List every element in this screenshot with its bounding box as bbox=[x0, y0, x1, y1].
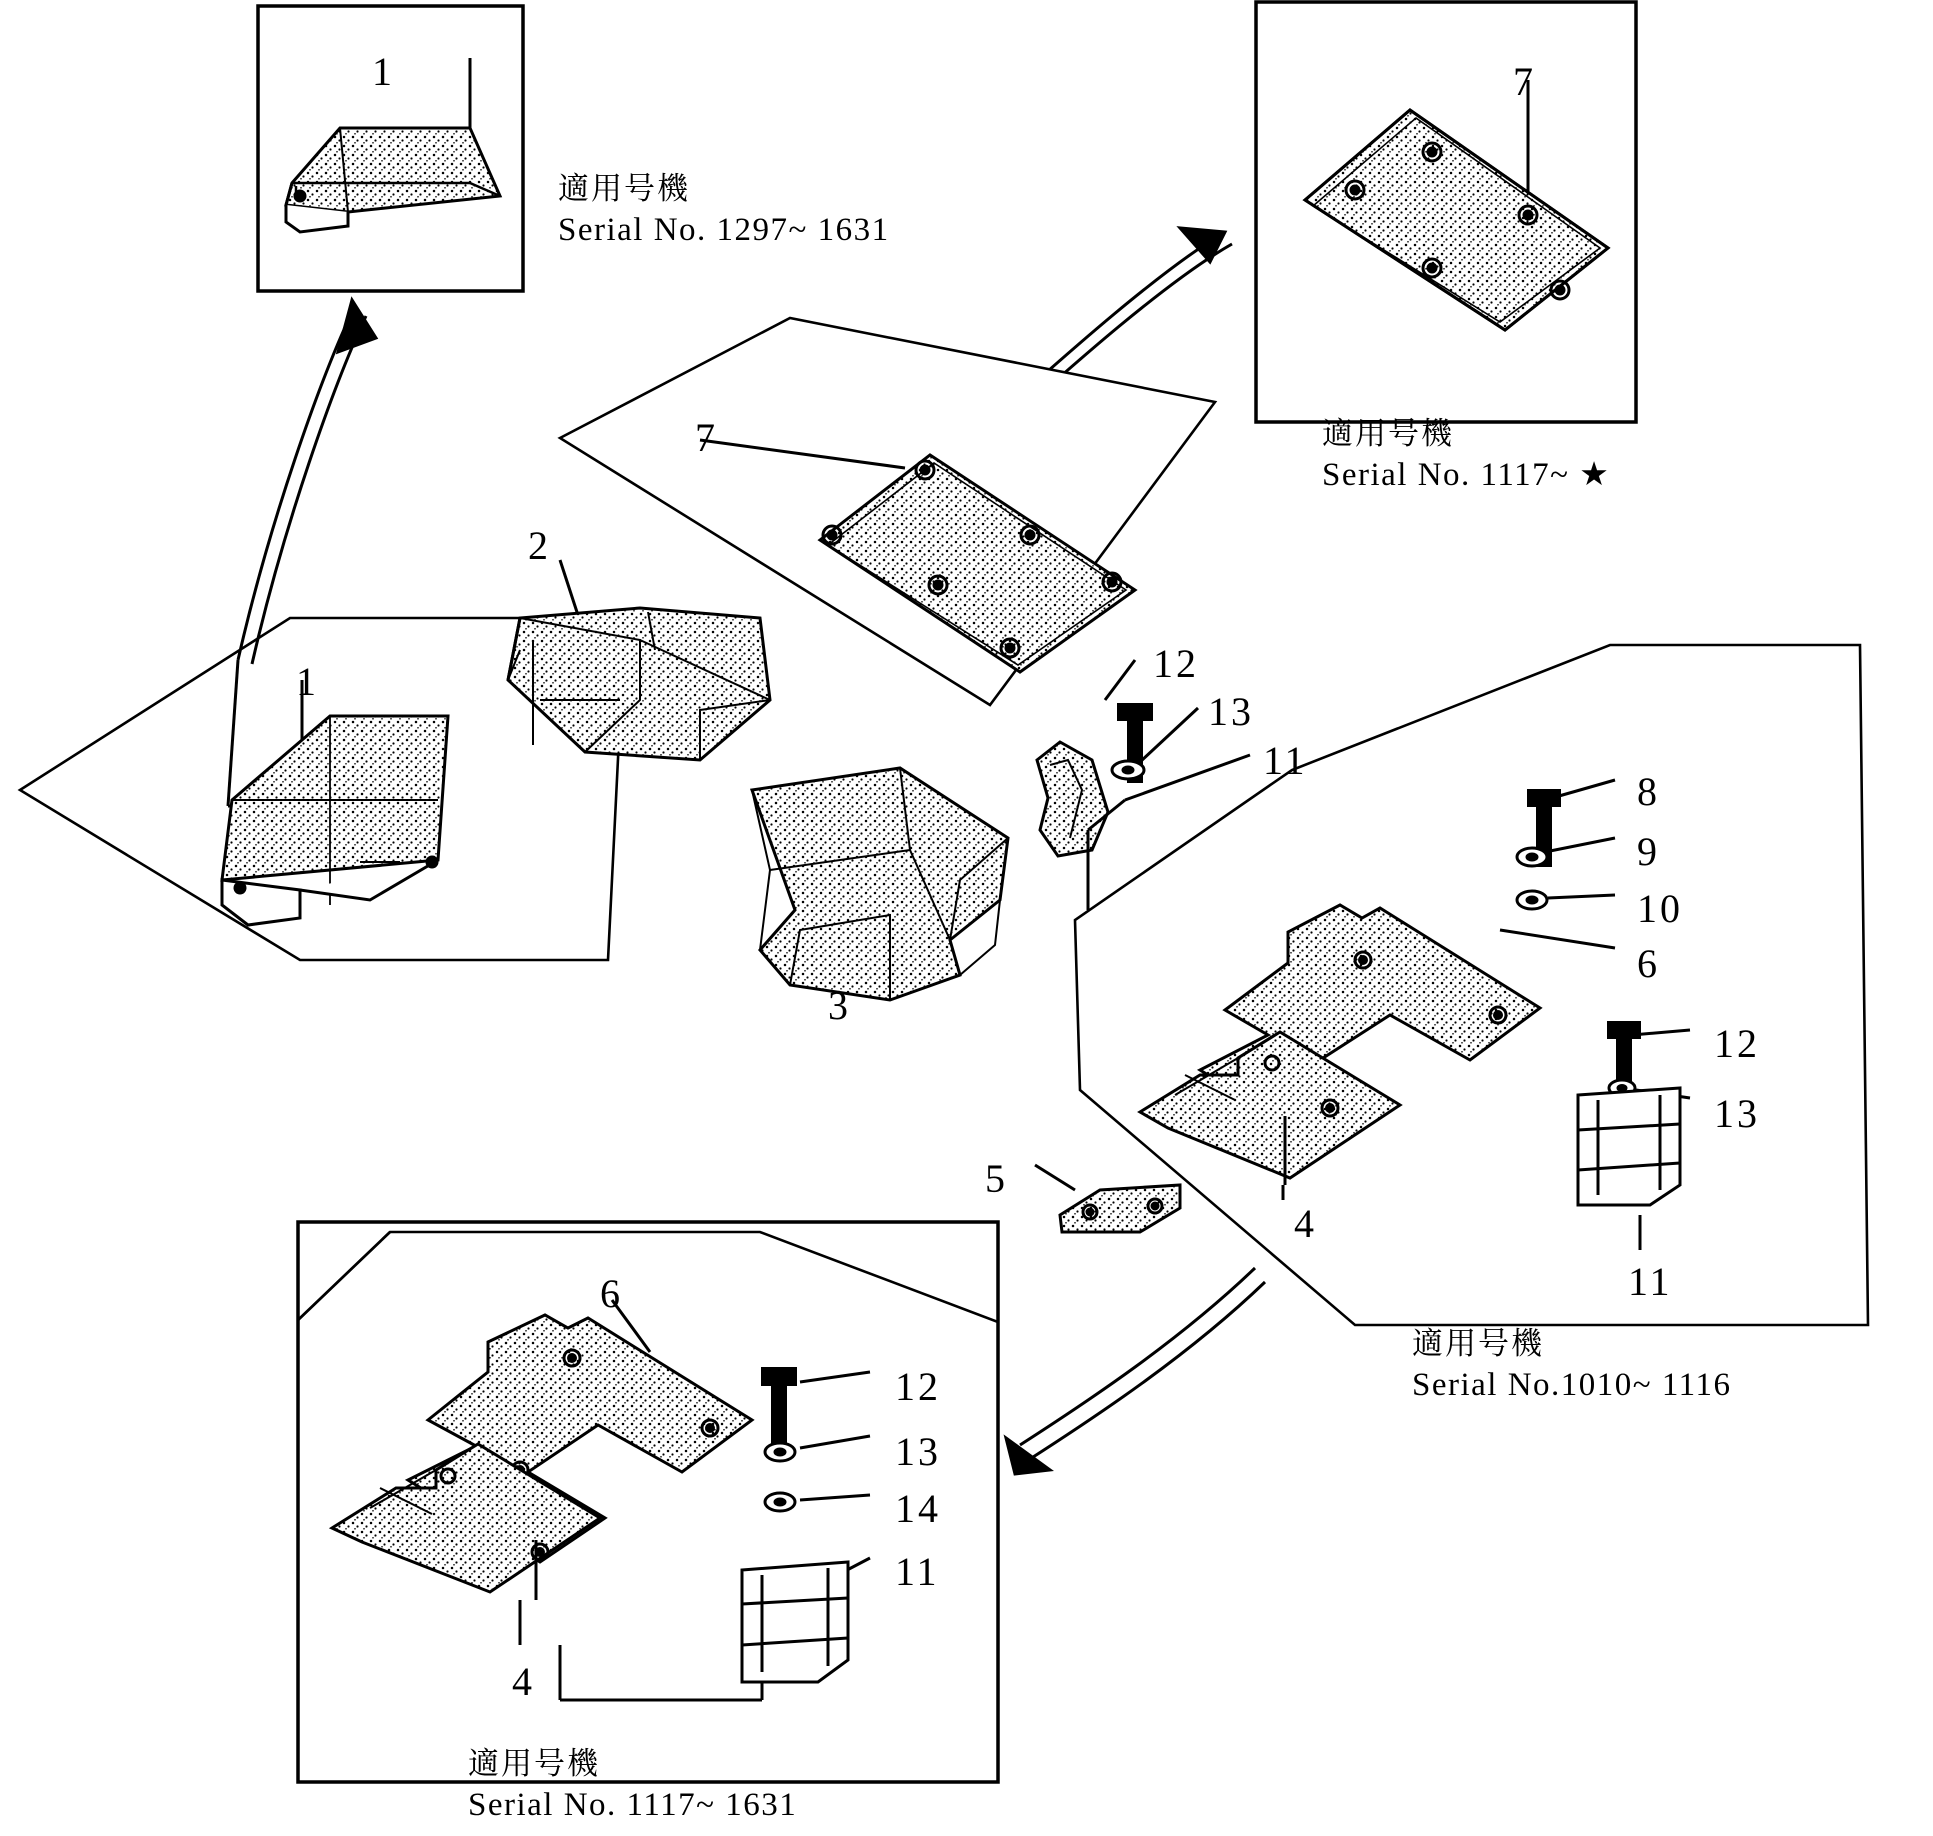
callout-number: 9 bbox=[1637, 829, 1660, 874]
callout-number: 12 bbox=[1714, 1021, 1760, 1066]
callout-number: 11 bbox=[895, 1549, 940, 1594]
callout-number: 12 bbox=[895, 1364, 941, 1409]
callout-number: 13 bbox=[1208, 689, 1254, 734]
callout-number: 1 bbox=[296, 659, 319, 704]
callout-number: 13 bbox=[895, 1429, 941, 1474]
callout-number: 4 bbox=[512, 1659, 535, 1704]
serial-note-japanese: 適用号機 bbox=[558, 171, 690, 207]
serial-note-english: Serial No. 1297~ 1631 bbox=[558, 211, 890, 248]
callout-number: 1 bbox=[372, 49, 395, 94]
callout-number: 13 bbox=[1714, 1091, 1760, 1136]
callout-number: 14 bbox=[895, 1486, 941, 1531]
serial-note-japanese: 適用号機 bbox=[1412, 1326, 1544, 1362]
callout-number: 8 bbox=[1637, 769, 1660, 814]
serial-note-english: Serial No. 1117~ 1631 bbox=[468, 1786, 798, 1823]
callout-number: 5 bbox=[985, 1156, 1008, 1201]
serial-note-english: Serial No. 1117~ ★ bbox=[1322, 456, 1611, 493]
callout-number: 11 bbox=[1263, 738, 1308, 783]
serial-note-japanese: 適用号機 bbox=[468, 1746, 600, 1782]
callout-number: 6 bbox=[600, 1271, 623, 1316]
callout-number: 7 bbox=[695, 415, 718, 460]
callout-number: 2 bbox=[528, 523, 551, 568]
serial-note-japanese: 適用号機 bbox=[1322, 416, 1454, 452]
serial-note bbox=[468, 1745, 797, 1827]
callout-number: 4 bbox=[1294, 1201, 1317, 1246]
serial-note bbox=[558, 170, 890, 252]
callout-number: 11 bbox=[1628, 1259, 1673, 1304]
serial-note bbox=[1322, 415, 1610, 497]
serial-note-english: Serial No.1010~ 1116 bbox=[1412, 1366, 1732, 1403]
callout-number: 7 bbox=[1513, 59, 1536, 104]
callout-number: 3 bbox=[828, 983, 851, 1028]
callout-number: 10 bbox=[1637, 886, 1683, 931]
callout-number: 6 bbox=[1637, 941, 1660, 986]
callout-number: 12 bbox=[1153, 641, 1199, 686]
serial-note bbox=[1412, 1325, 1731, 1407]
